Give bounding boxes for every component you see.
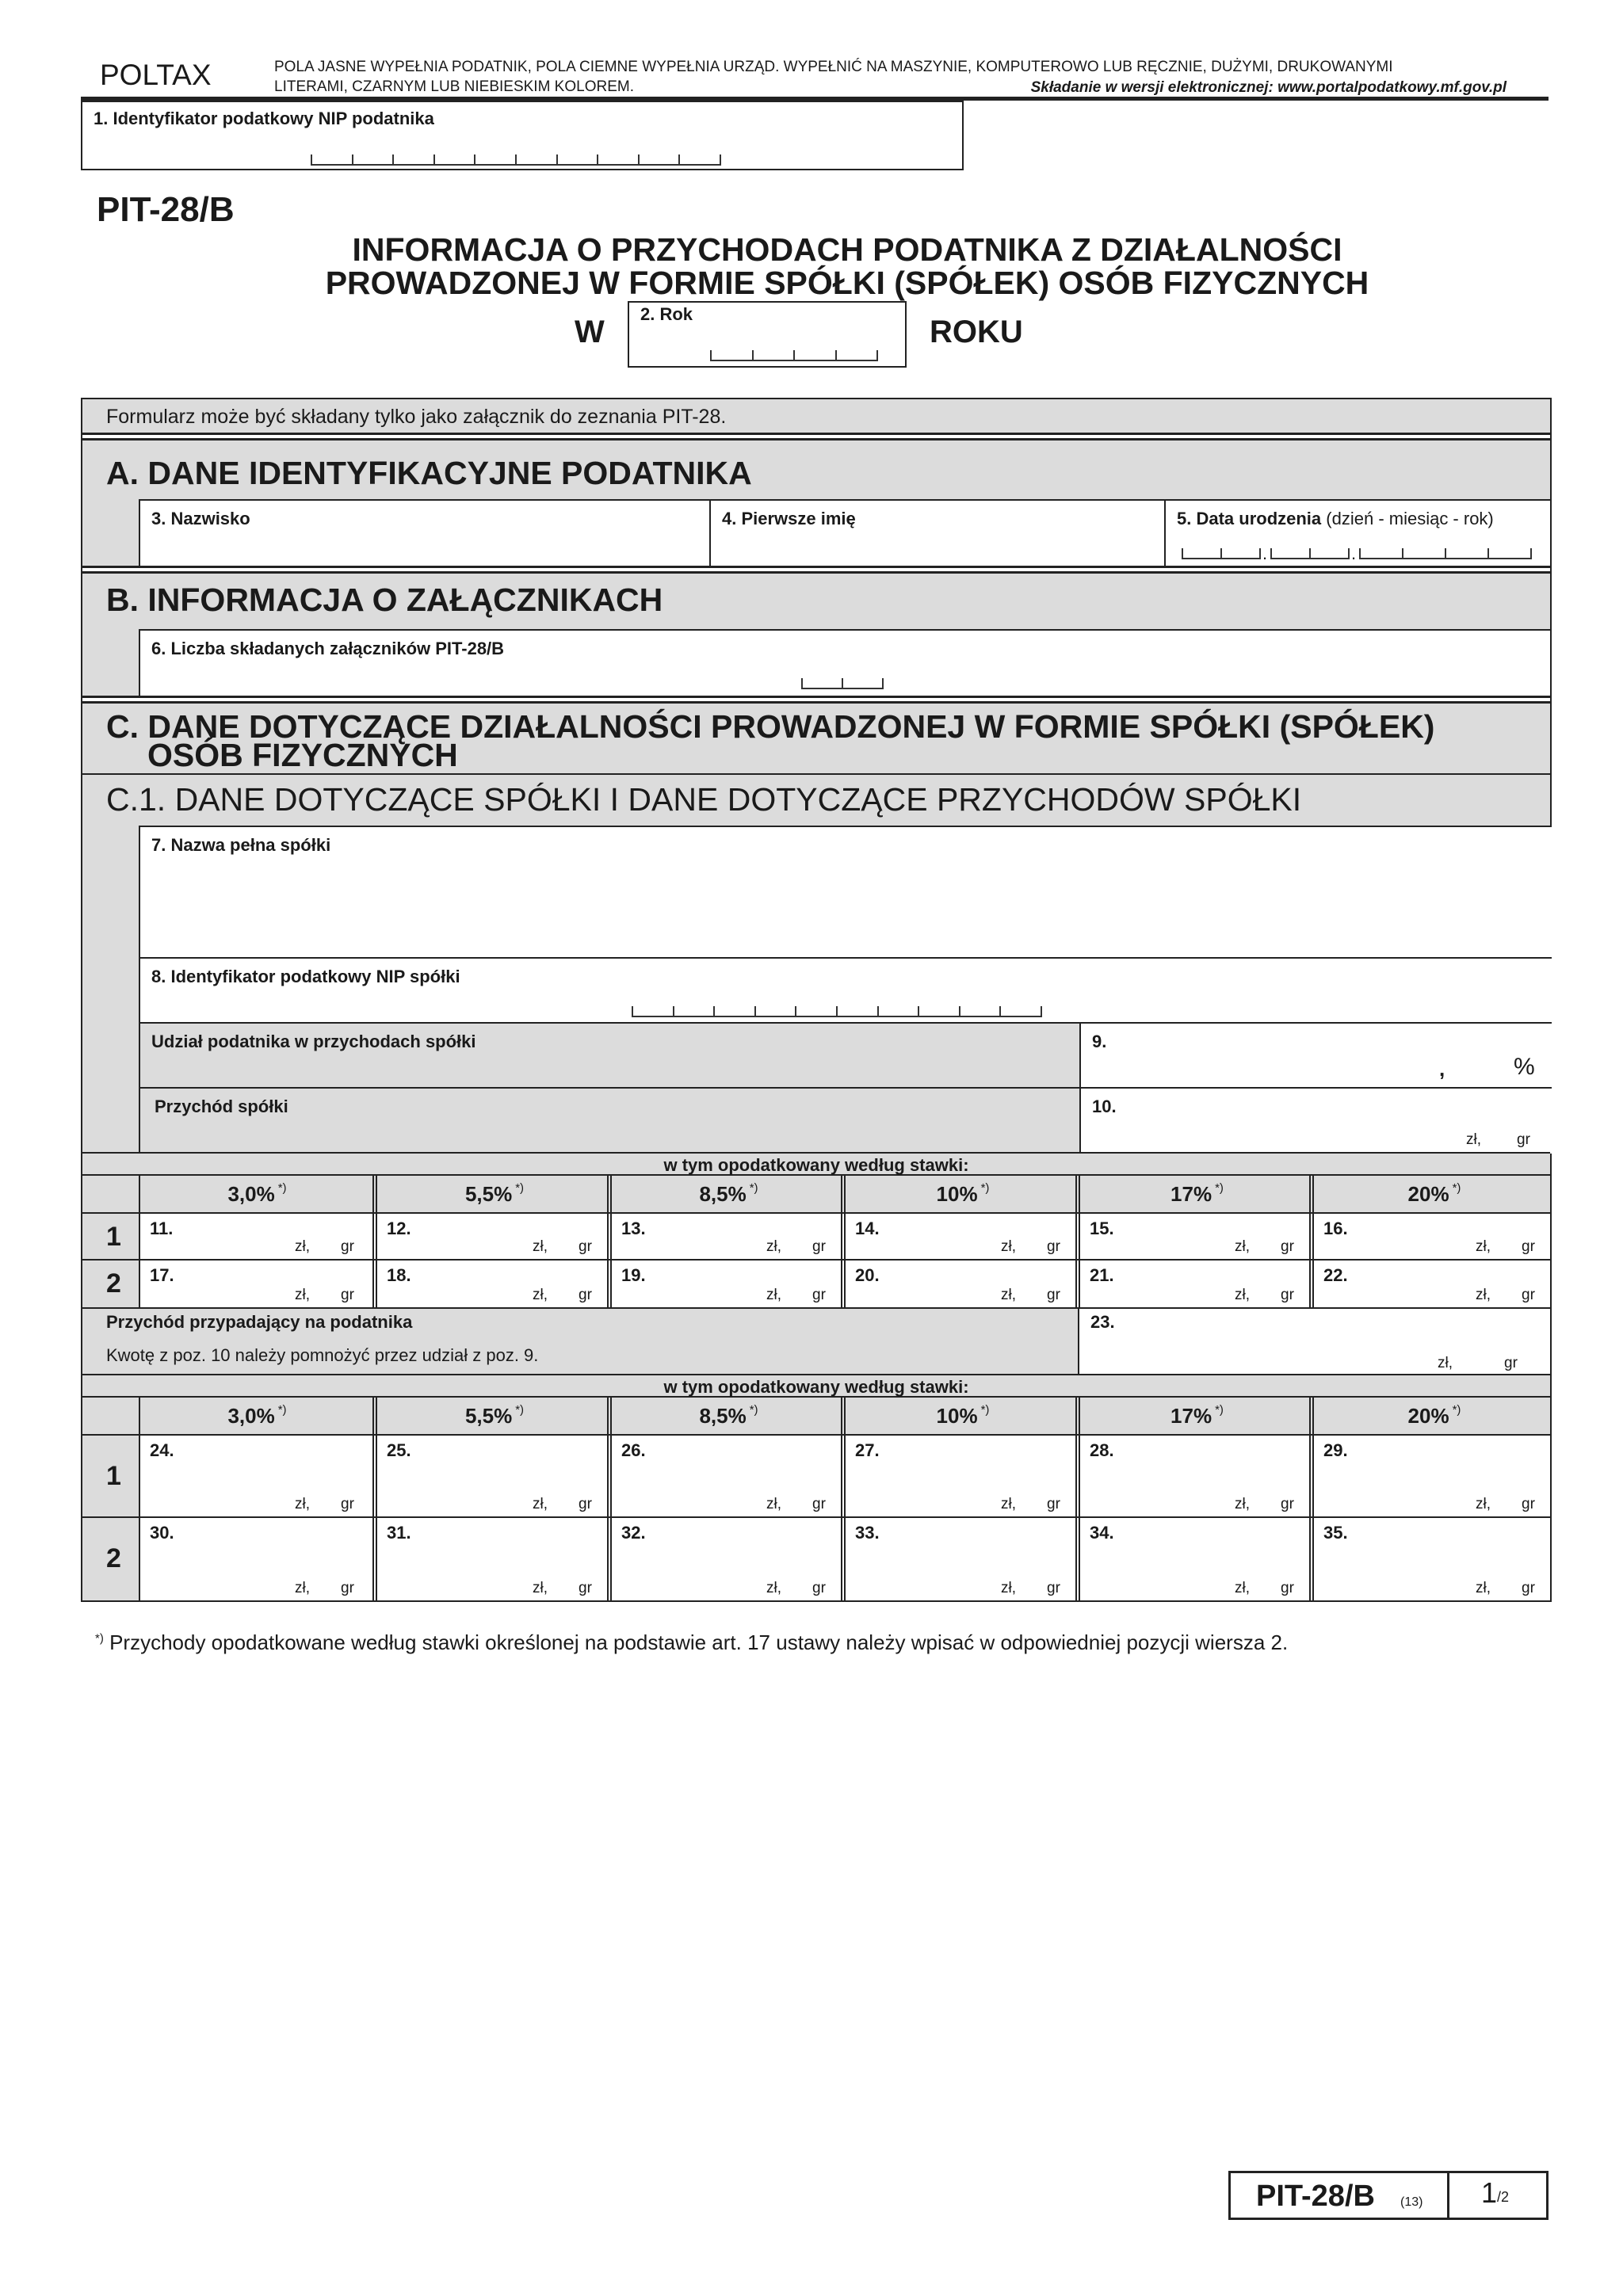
rate-footnote-mark: *) [515, 1180, 525, 1195]
gr-unit: gr [812, 1287, 826, 1303]
amount-field[interactable] [607, 1518, 841, 1600]
rate-footnote-mark: *) [749, 1402, 758, 1417]
amount-field[interactable] [139, 1261, 372, 1307]
nip-comb [311, 154, 721, 166]
gr-unit: gr [1047, 1287, 1060, 1303]
zl-unit: zł, [533, 1238, 548, 1255]
amount-field-number: 22. [1323, 1265, 1348, 1285]
rate-value: 20% [1407, 1181, 1449, 1206]
footnote-text: Przychody opodatkowane według stawki określonej na podstawie art. 17 ustawy należy wpisać w odpowiedniej pozycji wiersza 2. [109, 1630, 1289, 1654]
taxed-by-rate-label-2: w tym opodatkowany według stawki: [663, 1377, 969, 1397]
first-name-field[interactable] [711, 501, 1166, 566]
rate-footnote-mark: *) [1452, 1402, 1461, 1417]
form-code: PIT-28/B [97, 190, 235, 229]
birth-date-hint: (dzień - miesiąc - rok) [1326, 509, 1494, 528]
rate-header-row [82, 1176, 1550, 1214]
amount-field-number: 32. [621, 1523, 646, 1543]
amount-field[interactable] [1309, 1518, 1550, 1600]
section-c-title-line1: C. DANE DOTYCZĄCE DZIAŁALNOŚCI PROWADZONEJ W FORMIE SPÓŁKI (SPÓŁEK) [106, 708, 1435, 745]
rate-value: 3,0% [227, 1403, 275, 1428]
amount-field[interactable] [607, 1261, 841, 1307]
divider-b [82, 566, 1550, 574]
company-nip-comb [632, 1006, 1042, 1017]
amount-field-number: 17. [150, 1265, 174, 1285]
amount-field-number: 13. [621, 1219, 646, 1238]
surname-field[interactable] [140, 501, 711, 566]
section-a-title: A. DANE IDENTYFIKACYJNE PODATNIKA [106, 455, 752, 491]
row-number: 1 [106, 1222, 121, 1252]
birth-year-comb [1359, 548, 1532, 559]
zl-unit: zł, [1001, 1496, 1016, 1512]
footer-form-code: PIT-28/B [1256, 2180, 1375, 2213]
zl-unit: zł, [533, 1287, 548, 1303]
rate-header-2 [607, 1398, 846, 1434]
birth-date-label [1177, 509, 1494, 529]
zl-unit: zł, [766, 1238, 781, 1255]
rate-table-row [82, 1518, 1550, 1600]
percent-sign: % [1514, 1054, 1535, 1080]
amount-field[interactable] [1075, 1214, 1309, 1259]
share-field[interactable] [1081, 1024, 1552, 1087]
taxpayer-revenue-row [82, 1307, 1550, 1374]
taxpayer-revenue-field-number: 23. [1090, 1312, 1115, 1332]
year-suffix: ROKU [930, 315, 1023, 349]
rate-value: 5,5% [464, 1181, 513, 1206]
attachments-count-comb [801, 678, 884, 689]
birth-date-field[interactable] [1166, 501, 1551, 566]
form-title-line2: PROWADZONEJ W FORMIE SPÓŁKI (SPÓŁEK) OSÓB FIZYCZNYCH [325, 265, 1369, 301]
amount-field-number: 31. [387, 1523, 411, 1543]
rate-header-3 [841, 1398, 1080, 1434]
section-c1-fields [139, 826, 1550, 1152]
footer-form-cell [1231, 2173, 1449, 2218]
gr-unit: gr [1517, 1131, 1530, 1148]
rate-value: 17% [1170, 1403, 1212, 1428]
amount-field[interactable] [372, 1261, 607, 1307]
rate-header-row [82, 1398, 1550, 1436]
amount-field-number: 16. [1323, 1219, 1348, 1238]
gr-unit: gr [812, 1580, 826, 1596]
row-number: 2 [106, 1268, 121, 1299]
row-number: 2 [106, 1543, 121, 1573]
birth-month-comb [1270, 548, 1350, 559]
rate-footnote-mark: *) [1215, 1402, 1224, 1417]
zl-unit: zł, [1001, 1238, 1016, 1255]
page-total: /2 [1497, 2189, 1510, 2205]
zl-unit: zł, [766, 1287, 781, 1303]
amount-field-number: 11. [150, 1219, 174, 1238]
share-comma: , [1439, 1057, 1445, 1081]
amount-field-number: 19. [621, 1265, 646, 1285]
amount-field-number: 15. [1090, 1219, 1114, 1238]
zl-unit: zł, [1235, 1580, 1250, 1596]
revenue-field[interactable] [1081, 1089, 1552, 1154]
surname-label: 3. Nazwisko [151, 509, 250, 528]
zl-unit: zł, [295, 1496, 310, 1512]
zl-unit: zł, [766, 1580, 781, 1596]
poltax-logo: POLTAX [100, 59, 212, 91]
revenue-row [140, 1089, 1552, 1154]
zl-unit: zł, [533, 1580, 548, 1596]
amount-field[interactable] [841, 1214, 1075, 1259]
birth-day-comb [1182, 548, 1261, 559]
amount-field[interactable] [1075, 1261, 1309, 1307]
rate-footnote-mark: *) [980, 1402, 990, 1417]
gr-unit: gr [341, 1580, 354, 1596]
revenue-label-cell [140, 1089, 1081, 1154]
section-a-fields [139, 499, 1550, 566]
rate-header-0 [139, 1398, 374, 1434]
year-prefix: W [575, 315, 605, 349]
amount-field[interactable] [841, 1518, 1075, 1600]
amount-field-number: 20. [855, 1265, 880, 1285]
gr-unit: gr [1281, 1287, 1294, 1303]
zl-unit: zł, [1001, 1287, 1016, 1303]
year-field[interactable] [628, 301, 907, 368]
amount-field[interactable] [372, 1518, 607, 1600]
gr-unit: gr [1047, 1496, 1060, 1512]
divider-a [82, 433, 1550, 441]
birth-date-separator-dot: . [1262, 543, 1268, 563]
amount-field-number: 21. [1090, 1265, 1114, 1285]
amount-field[interactable] [139, 1518, 372, 1600]
rate-value: 3,0% [227, 1181, 275, 1206]
attachments-count-field[interactable] [139, 629, 1550, 696]
amount-field[interactable] [607, 1436, 841, 1516]
zl-unit: zł, [1235, 1496, 1250, 1512]
zl-unit: zł, [1001, 1580, 1016, 1596]
amount-field-number: 33. [855, 1523, 880, 1543]
taxpayer-revenue-label: Przychód przypadający na podatnika [106, 1312, 413, 1332]
fill-instructions-line2: LITERAMI, CZARNYM LUB NIEBIESKIM KOLOREM. [274, 78, 634, 95]
amount-field[interactable] [1309, 1436, 1550, 1516]
amount-field[interactable] [372, 1436, 607, 1516]
divider-c [82, 696, 1550, 704]
gr-unit: gr [1281, 1238, 1294, 1255]
row-number-cell [82, 1214, 139, 1259]
birth-date-label-text: 5. Data urodzenia [1177, 509, 1322, 528]
amount-field[interactable] [139, 1214, 372, 1259]
row-number-cell [82, 1518, 139, 1600]
rate-table-1 [82, 1176, 1550, 1307]
rate-value: 10% [936, 1403, 978, 1428]
amount-field[interactable] [1075, 1518, 1309, 1600]
gr-unit: gr [812, 1496, 826, 1512]
row-number-cell [82, 1261, 139, 1307]
gr-unit: gr [1522, 1287, 1535, 1303]
rate-footnote-mark: *) [1215, 1180, 1224, 1195]
page-number: 1 [1481, 2176, 1498, 2209]
gr-unit: gr [1281, 1496, 1294, 1512]
share-label-cell [140, 1024, 1081, 1087]
company-nip-field[interactable] [140, 959, 1552, 1024]
zl-unit: zł, [1476, 1496, 1491, 1512]
gr-unit: gr [1522, 1496, 1535, 1512]
gr-unit: gr [1522, 1580, 1535, 1596]
rate-table-row [82, 1214, 1550, 1261]
zl-unit: zł, [1476, 1238, 1491, 1255]
amount-field-number: 28. [1090, 1440, 1114, 1460]
year-comb [710, 350, 878, 361]
rate-value: 8,5% [699, 1403, 747, 1428]
rate-header-2 [607, 1176, 846, 1212]
gr-unit: gr [812, 1238, 826, 1255]
gr-unit: gr [579, 1580, 592, 1596]
amount-field-number: 26. [621, 1440, 646, 1460]
rate-header-3 [841, 1176, 1080, 1212]
amount-field[interactable] [841, 1261, 1075, 1307]
zl-unit: zł, [533, 1496, 548, 1512]
row-number: 1 [106, 1461, 121, 1491]
taxed-by-rate-bar-2 [82, 1374, 1550, 1398]
gr-unit: gr [579, 1287, 592, 1303]
rate-header-5 [1309, 1176, 1555, 1212]
amount-field[interactable] [607, 1214, 841, 1259]
taxpayer-nip-field[interactable] [81, 101, 964, 170]
rate-header-0 [139, 1176, 374, 1212]
rate-header-4 [1075, 1398, 1314, 1434]
rate-footnote-mark: *) [980, 1180, 990, 1195]
footnote-mark: *) [95, 1631, 104, 1646]
taxpayer-revenue-label-cell [82, 1309, 1079, 1374]
zl-unit: zł, [1476, 1580, 1491, 1596]
footnote [95, 1630, 1288, 1655]
gr-unit: gr [579, 1238, 592, 1255]
first-name-label: 4. Pierwsze imię [722, 509, 856, 528]
amount-field-number: 12. [387, 1219, 411, 1238]
footer-page-cell [1449, 2173, 1546, 2218]
company-name-label: 7. Nazwa pełna spółki [151, 835, 331, 855]
rate-value: 5,5% [464, 1403, 513, 1428]
rate-footnote-mark: *) [749, 1180, 758, 1195]
gr-unit: gr [1281, 1580, 1294, 1596]
fill-instructions-line1: POLA JASNE WYPEŁNIA PODATNIK, POLA CIEMNE WYPEŁNIA URZĄD. WYPEŁNIĆ NA MASZYNIE, KOMPUTEROWO LUB RĘCZNIE, DUŻYMI, DRUKOWANYMI [274, 59, 1393, 75]
zl-unit: zł, [1235, 1287, 1250, 1303]
year-label: 2. Rok [640, 304, 693, 324]
gr-unit: gr [341, 1287, 354, 1303]
amount-field-number: 24. [150, 1440, 174, 1460]
electronic-filing-note: Składanie w wersji elektronicznej: www.portalpodatkowy.mf.gov.pl [1030, 79, 1507, 96]
amount-field[interactable] [372, 1214, 607, 1259]
rate-table-2 [82, 1398, 1550, 1600]
amount-field-number: 29. [1323, 1440, 1348, 1460]
rate-value: 8,5% [699, 1181, 747, 1206]
gr-unit: gr [1522, 1238, 1535, 1255]
taxpayer-revenue-hint: Kwotę z poz. 10 należy pomnożyć przez udział z poz. 9. [106, 1345, 539, 1365]
amount-field-number: 34. [1090, 1523, 1114, 1543]
amount-field[interactable] [139, 1436, 372, 1516]
amount-field-number: 27. [855, 1440, 880, 1460]
zl-unit: zł, [1235, 1238, 1250, 1255]
rate-header-1 [372, 1398, 612, 1434]
section-b-title: B. INFORMACJA O ZAŁĄCZNIKACH [106, 582, 663, 618]
gr-unit: gr [579, 1496, 592, 1512]
intro-note-bar [82, 399, 1550, 433]
rate-value: 10% [936, 1181, 978, 1206]
share-field-number: 9. [1092, 1032, 1107, 1051]
share-label: Udział podatnika w przychodach spółki [151, 1032, 476, 1051]
zl-unit: zł, [295, 1238, 310, 1255]
revenue-field-number: 10. [1092, 1097, 1117, 1116]
amount-field-number: 25. [387, 1440, 411, 1460]
section-c-title-line2: OSÓB FIZYCZNYCH [147, 737, 458, 773]
amount-field-number: 35. [1323, 1523, 1348, 1543]
amount-field[interactable] [1309, 1261, 1550, 1307]
form-body [81, 398, 1552, 1602]
amount-field[interactable] [1309, 1214, 1550, 1259]
zl-unit: zł, [295, 1287, 310, 1303]
birth-date-separator-dot: . [1351, 543, 1357, 563]
page-footer [1228, 2171, 1549, 2220]
share-row [140, 1024, 1552, 1089]
rate-header-4 [1075, 1176, 1314, 1212]
taxed-by-rate-bar-1 [82, 1152, 1550, 1176]
gr-unit: gr [341, 1238, 354, 1255]
rate-header-5 [1309, 1398, 1555, 1434]
zl-unit: zł, [1466, 1131, 1481, 1148]
rate-footnote-mark: *) [515, 1402, 525, 1417]
rate-footnote-mark: *) [277, 1180, 287, 1195]
amount-field-number: 18. [387, 1265, 411, 1285]
taxed-by-rate-label-1: w tym opodatkowany według stawki: [663, 1155, 969, 1175]
rate-footnote-mark: *) [277, 1402, 287, 1417]
taxpayer-nip-label: 1. Identyfikator podatkowy NIP podatnika [94, 109, 434, 128]
section-c1-subtitle: C.1. DANE DOTYCZĄCE SPÓŁKI I DANE DOTYCZĄCE PRZYCHODÓW SPÓŁKI [106, 781, 1302, 818]
row-number-cell [82, 1436, 139, 1516]
intro-note: Formularz może być składany tylko jako załącznik do zeznania PIT-28. [106, 406, 727, 428]
rate-value: 20% [1407, 1403, 1449, 1428]
revenue-label: Przychód spółki [155, 1097, 288, 1116]
rate-table-row [82, 1436, 1550, 1518]
section-a [82, 441, 1550, 566]
zl-unit: zł, [1438, 1355, 1453, 1371]
attachments-count-label: 6. Liczba składanych załączników PIT-28/B [151, 639, 505, 658]
amount-field[interactable] [1075, 1436, 1309, 1516]
gr-unit: gr [1504, 1355, 1518, 1371]
amount-field-number: 14. [855, 1219, 880, 1238]
zl-unit: zł, [1476, 1287, 1491, 1303]
zl-unit: zł, [766, 1496, 781, 1512]
gr-unit: gr [1047, 1238, 1060, 1255]
section-c [82, 704, 1550, 1152]
rate-table-row [82, 1261, 1550, 1307]
gr-unit: gr [1047, 1580, 1060, 1596]
rate-footnote-mark: *) [1452, 1180, 1461, 1195]
rate-header-1 [372, 1176, 612, 1212]
gr-unit: gr [341, 1496, 354, 1512]
amount-field[interactable] [841, 1436, 1075, 1516]
company-nip-label: 8. Identyfikator podatkowy NIP spółki [151, 967, 460, 986]
zl-unit: zł, [295, 1580, 310, 1596]
rate-value: 17% [1170, 1181, 1212, 1206]
amount-field-number: 30. [150, 1523, 174, 1543]
footer-version: (13) [1400, 2195, 1423, 2209]
company-name-field[interactable] [140, 827, 1552, 959]
taxpayer-revenue-field[interactable] [1079, 1309, 1550, 1374]
form-title-line1: INFORMACJA O PRZYCHODACH PODATNIKA Z DZIAŁALNOŚCI [352, 231, 1342, 268]
section-b [82, 574, 1550, 696]
section-c-title-rule [82, 773, 1550, 775]
